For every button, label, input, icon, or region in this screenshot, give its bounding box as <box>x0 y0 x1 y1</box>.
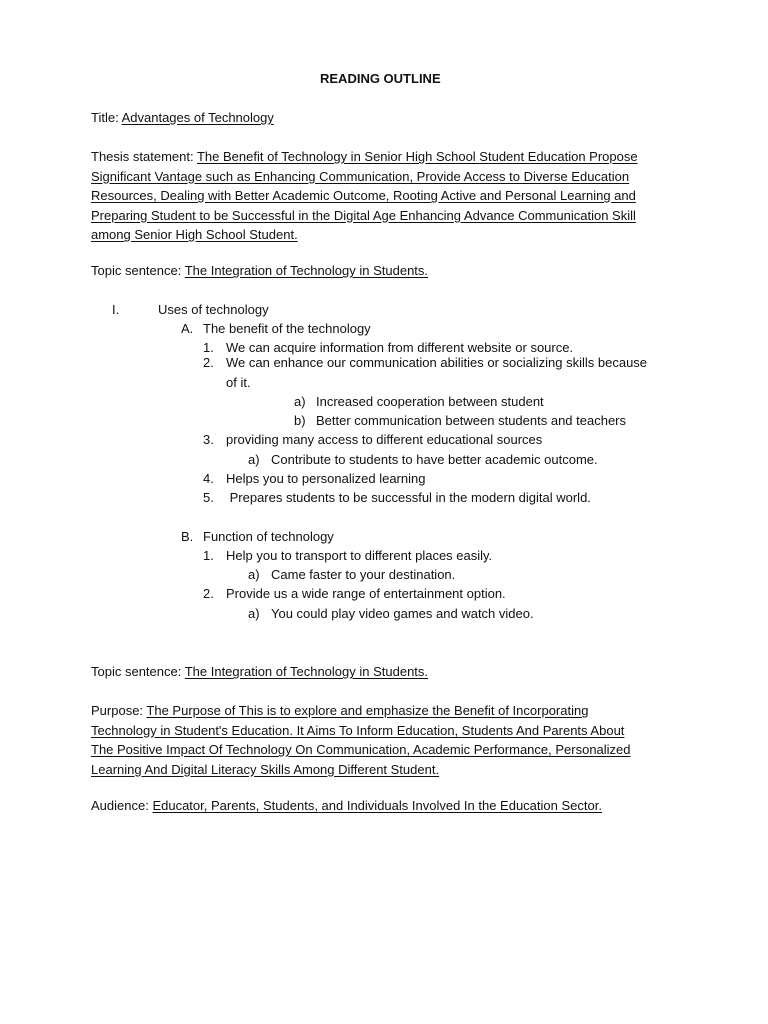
outline-marker: a) <box>248 567 260 582</box>
thesis-statement <box>91 147 691 245</box>
outline-item: Prepares students to be successful in the modern digital world. <box>226 490 591 505</box>
outline-item: You could play video games and watch video. <box>271 606 534 621</box>
outline-item: Provide us a wide range of entertainment option. <box>226 586 506 601</box>
outline-item: Increased cooperation between student <box>316 394 544 409</box>
outline-marker: a) <box>248 606 260 621</box>
purpose-line: Technology in Student's Education. It Aims To Inform Education, Students And Parents About <box>91 722 625 738</box>
audience-label: Audience: <box>91 798 153 813</box>
outline-marker: a) <box>248 452 260 467</box>
thesis-line: Significant Vantage such as Enhancing Communication, Provide Access to Diverse Education <box>91 168 630 184</box>
outline-marker: 2. <box>203 355 214 370</box>
outline-item: Better communication between students and teachers <box>316 413 627 428</box>
thesis-label: Thesis statement: <box>91 149 197 164</box>
outline-marker: a) <box>294 394 306 409</box>
title-value: Advantages of Technology <box>121 110 274 125</box>
purpose-line: The Purpose of This is to explore and emphasize the Benefit of Incorporating <box>146 703 589 718</box>
outline-item-continuation: of it. <box>226 375 251 390</box>
title-label: Title: <box>91 110 122 125</box>
outline-marker: 5. <box>203 490 214 505</box>
purpose-label: Purpose: <box>91 703 147 718</box>
thesis-line: Preparing Student to be Successful in the Digital Age Enhancing Advance Communication Skill <box>91 207 636 223</box>
outline-item: We can acquire information from different website or source. <box>226 340 574 355</box>
outline-marker: 1. <box>203 548 214 563</box>
outline-marker: 4. <box>203 471 214 486</box>
outline-item: Came faster to your destination. <box>271 567 456 582</box>
purpose-line: Learning And Digital Literacy Skills Among Different Student. <box>91 761 440 777</box>
thesis-line: Resources, Dealing with Better Academic Outcome, Rooting Active and Personal Learning and <box>91 188 636 203</box>
purpose-statement <box>91 701 691 779</box>
topic-label: Topic sentence: <box>91 664 185 679</box>
outline-marker: b) <box>294 413 306 428</box>
page-title: READING OUTLINE <box>320 71 441 86</box>
outline-item: Contribute to students to have better academic outcome. <box>271 452 598 467</box>
outline-marker: I. <box>112 302 120 317</box>
audience-line <box>91 798 602 814</box>
topic-sentence-2 <box>91 664 428 680</box>
audience-value: Educator, Parents, Students, and Individuals Involved In the Education Sector. <box>152 798 602 813</box>
purpose-line: The Positive Impact Of Technology On Communication, Academic Performance, Personalized <box>91 742 631 757</box>
outline-item: Help you to transport to different places easily. <box>226 548 493 563</box>
outline-subsection-label: The benefit of the technology <box>203 321 371 336</box>
outline-marker: 3. <box>203 432 214 447</box>
outline-marker: 1. <box>203 340 214 355</box>
title-line <box>91 110 274 126</box>
outline-marker: B. <box>181 529 194 544</box>
outline-marker: A. <box>181 321 194 336</box>
outline-section-label: Uses of technology <box>158 302 269 317</box>
outline-subsection-label: Function of technology <box>203 529 334 544</box>
thesis-line: among Senior High School Student. <box>91 227 298 242</box>
outline-item: We can enhance our communication abilities or socializing skills because <box>226 355 648 370</box>
topic-label: Topic sentence: <box>91 263 185 278</box>
outline-item: Helps you to personalized learning <box>226 471 426 486</box>
thesis-line: The Benefit of Technology in Senior High School Student Education Propose <box>196 149 638 164</box>
outline-item: providing many access to different educational sources <box>226 432 543 447</box>
topic-value: The Integration of Technology in Students. <box>184 263 429 278</box>
outline-marker: 2. <box>203 586 214 601</box>
topic-sentence-1 <box>91 263 428 279</box>
topic-value: The Integration of Technology in Students. <box>184 664 429 679</box>
